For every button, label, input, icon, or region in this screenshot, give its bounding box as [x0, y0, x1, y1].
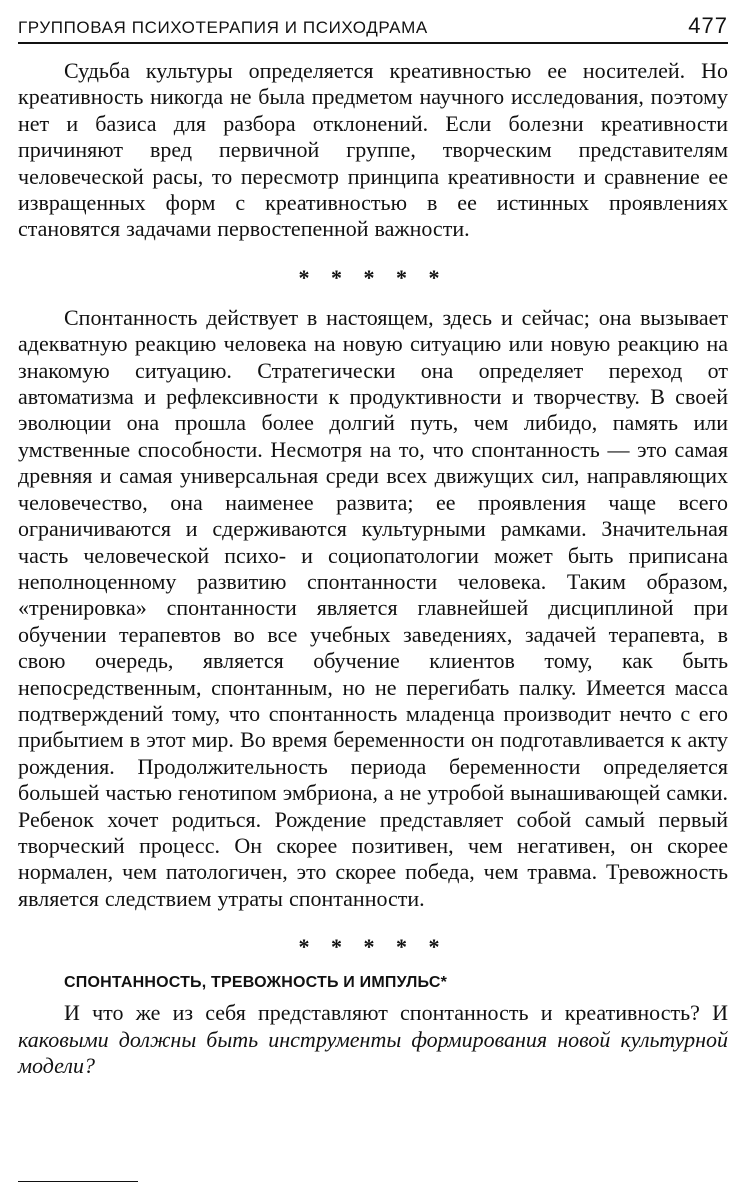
book-page: [18, 12, 728, 1182]
question-plain-text: И что же из себя представляют спонтанность и креативность? И: [64, 1000, 728, 1026]
section-heading: СПОНТАННОСТЬ, ТРЕВОЖНОСТЬ И ИМПУЛЬС*: [64, 974, 448, 992]
paragraph-question: [18, 1000, 728, 1079]
paragraph-spontaneity: Спонтанность действует в настоящем, здесь и сейчас; она вызывает адекватную реакцию человека на новую ситуацию или новую реакцию на знакомую ситуацию. Стратегически она определяет переход от автоматизма и рефлексивности к продуктивности и творчеству. В своей эволюции она прошла более долгий путь, чем либидо, память или умственные способности. Несмотря на то, что спонтанность — это самая древняя и самая универсальная среди всех движущих сил, направляющих человечество, она наименее развита; ее проявления чаще всего ограничиваются и сдерживаются культурными рамками. Значительная часть человеческой психо- и социопатологии может быть приписана неполноценному развитию спонтанности человека. Таким образом, «тренировка» спонтанности является главнейшей дисциплиной при обучении терапевтов во все учебных заведениях, задачей терапевта, в свою очередь, является обучение клиентов тому, как быть непосредственным, спонтанным, но не перегибать палку. Имеется масса подтверждений тому, что спонтанность младенца производит нечто с его прибытием в этот мир. Во время беременности он подготавливается к акту рождения. Продолжительность периода беременности определяется большей частью генотипом эмбриона, а не утробой вынашивающей самки. Ребенок хочет родиться. Рождение представляет собой самый первый творческий процесс. Он скорее позитивен, чем негативен, он скорее нормален, чем патологичен, это скорее победа, чем травма. Тревожность является следствием утраты спонтанности.: [18, 304, 728, 911]
page-number: 477: [688, 13, 728, 38]
paragraph-creativity: Судьба культуры определяется креативностью ее носителей. Но креативность никогда не была предметом научного исследования, поэтому нет и базиса для разбора отклонений. Если болезни креативности причиняют вред первичной группе, творческим представителям человеческой расы, то пересмотр принципа креативности и сравнение ее извращенных форм с креативностью в ее истинных проявлениях становятся задачами первостепенной важности.: [18, 58, 728, 242]
question-italic-text: каковыми должны быть инструменты формирования новой культурной модели?: [18, 1026, 728, 1078]
running-title: ГРУППОВАЯ ПСИХОТЕРАПИЯ И ПСИХОДРАМА: [18, 18, 428, 37]
running-header: [18, 12, 728, 44]
section-separator: * * * * *: [298, 934, 448, 960]
section-separator: * * * * *: [298, 264, 448, 290]
footnote-divider: [18, 1181, 138, 1182]
